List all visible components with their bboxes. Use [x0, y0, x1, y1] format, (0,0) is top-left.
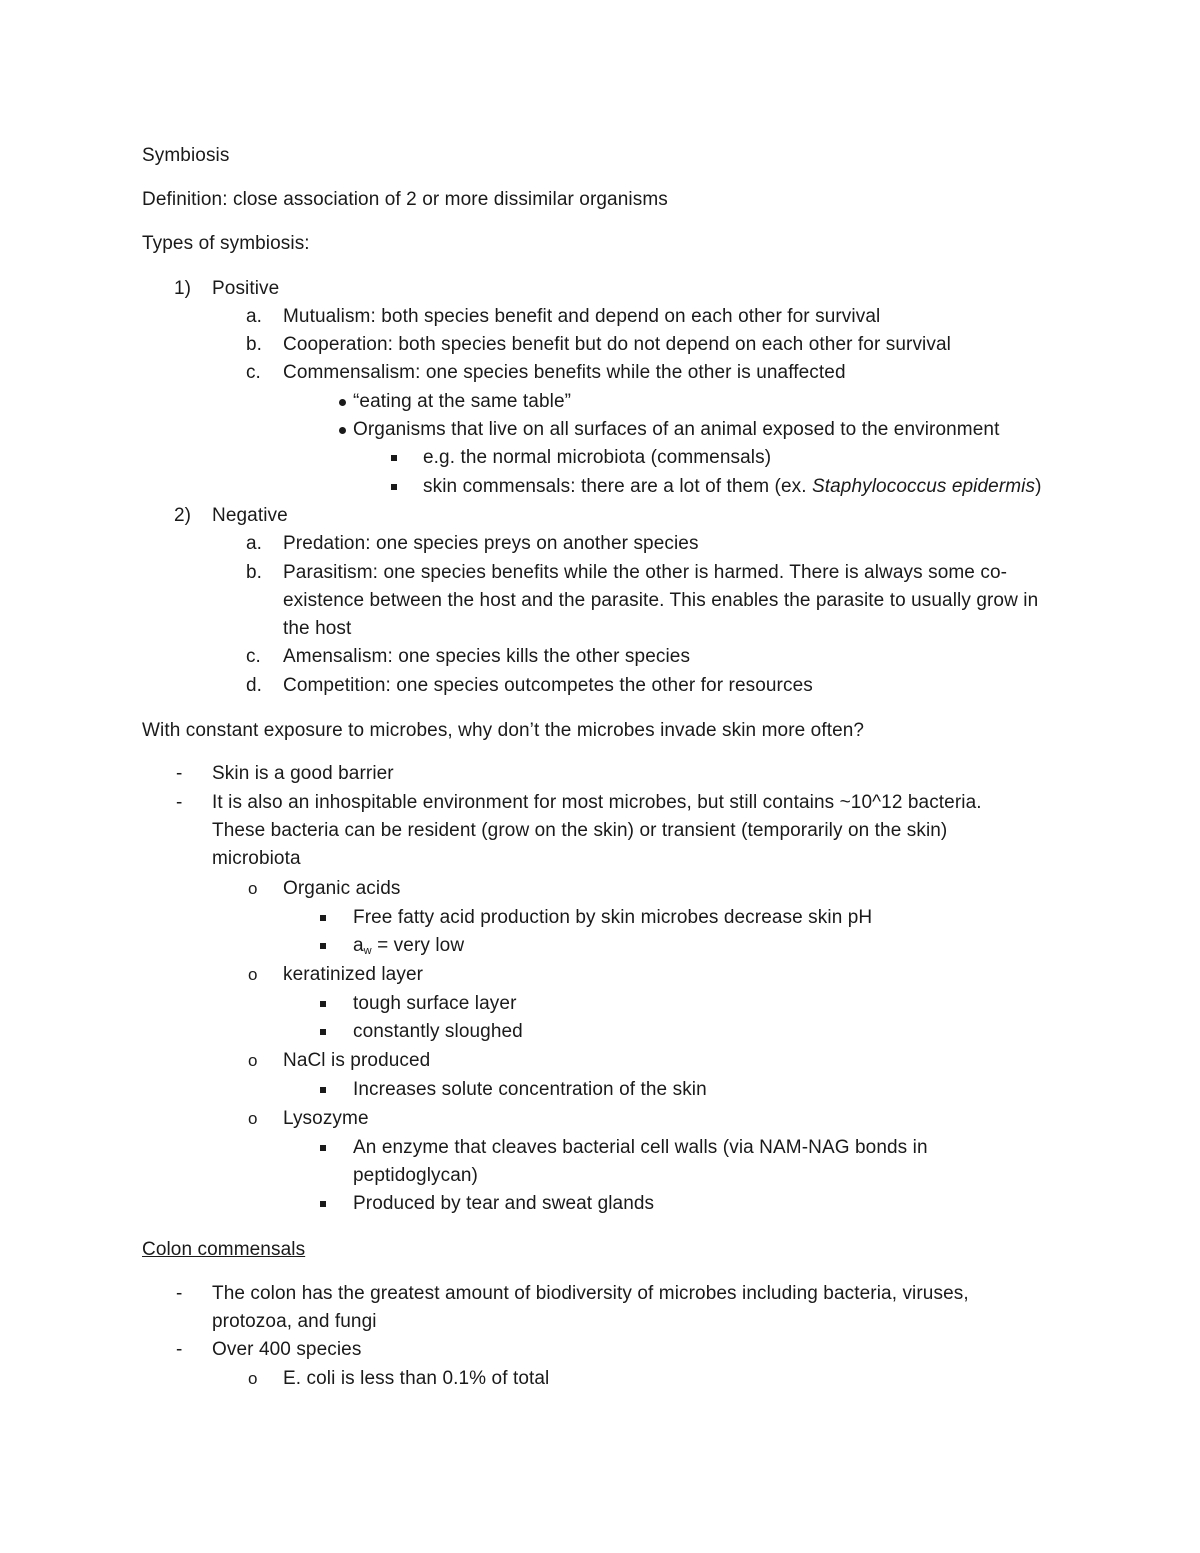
cooperation-item: Cooperation: both species benefit but do not depend on each other for survival — [283, 334, 951, 355]
parasitism-item-line: existence between the host and the parasite. This enables the parasite to usually grow in — [283, 590, 1039, 611]
commensalism-item: Commensalism: one species benefits while the other is unaffected — [283, 362, 846, 383]
list-marker-d: d. — [246, 675, 262, 696]
commensal-point: “eating at the same table” — [353, 391, 572, 412]
water-activity — [353, 932, 464, 962]
colon-point: Over 400 species — [212, 1339, 362, 1360]
parasitism-item-line: the host — [283, 618, 352, 639]
dash-marker: - — [176, 1339, 183, 1360]
colon-heading: Colon commensals — [142, 1239, 306, 1260]
commensal-subpoint — [423, 473, 1042, 501]
aw-letter: a — [353, 935, 364, 956]
commensal-subpoint: e.g. the normal microbiota (commensals) — [423, 447, 772, 468]
bullet-square-icon — [320, 915, 326, 921]
list-marker-c: c. — [246, 646, 261, 667]
aw-text: = very low — [371, 935, 465, 956]
skin-point: It is also an inhospitable environment for most microbes, but still contains ~10^12 bacteria. — [212, 792, 982, 813]
skin-point: These bacteria can be resident (grow on the skin) or transient (temporarily on the skin) — [212, 820, 948, 841]
list-marker-c: c. — [246, 362, 261, 383]
nacl-produced: NaCl is produced — [283, 1050, 431, 1071]
bullet-square-icon — [391, 484, 397, 490]
close-paren: ) — [1035, 476, 1042, 497]
keratin-sub: tough surface layer — [353, 993, 517, 1014]
keratinized-layer: keratinized layer — [283, 964, 424, 985]
bullet-square-icon — [320, 1201, 326, 1207]
bullet-square-icon — [320, 943, 326, 949]
mutualism-item: Mutualism: both species benefit and depend on each other for survival — [283, 306, 881, 327]
commensal-point: Organisms that live on all surfaces of an animal exposed to the environment — [353, 419, 1000, 440]
dash-marker: - — [176, 763, 183, 784]
list-marker-b: b. — [246, 334, 262, 355]
dash-marker: - — [176, 1283, 183, 1304]
list-marker-2: 2) — [174, 505, 191, 526]
definition-text: Definition: close association of 2 or more dissimilar organisms — [142, 189, 668, 210]
positive-label: Positive — [212, 278, 280, 299]
ecoli-point: E. coli is less than 0.1% of total — [283, 1368, 550, 1389]
circle-marker-icon: o — [248, 1109, 258, 1128]
competition-item: Competition: one species outcompetes the other for resources — [283, 675, 813, 696]
skin-point: Skin is a good barrier — [212, 763, 394, 784]
bullet-dot-icon — [339, 427, 346, 434]
list-marker-1: 1) — [174, 278, 191, 299]
nacl-sub: Increases solute concentration of the skin — [353, 1079, 707, 1100]
list-marker-a: a. — [246, 306, 262, 327]
bullet-square-icon — [320, 1087, 326, 1093]
colon-point: The colon has the greatest amount of biodiversity of microbes including bacteria, viruses, — [212, 1283, 969, 1304]
predation-item: Predation: one species preys on another species — [283, 533, 699, 554]
organic-acids: Organic acids — [283, 878, 401, 899]
keratin-sub: constantly sloughed — [353, 1021, 523, 1042]
amensalism-item: Amensalism: one species kills the other species — [283, 646, 691, 667]
dash-marker: - — [176, 792, 183, 813]
lysozyme: Lysozyme — [283, 1108, 369, 1129]
bullet-square-icon — [320, 1029, 326, 1035]
circle-marker-icon: o — [248, 879, 258, 898]
list-marker-a: a. — [246, 533, 262, 554]
page-title: Symbiosis — [142, 145, 230, 166]
circle-marker-icon: o — [248, 965, 258, 984]
parasitism-item-line: Parasitism: one species benefits while the other is harmed. There is always some co- — [283, 562, 1008, 583]
aw-subscript: w — [363, 945, 372, 957]
list-marker-b: b. — [246, 562, 262, 583]
colon-point: protozoa, and fungi — [212, 1311, 377, 1332]
lysozyme-sub: peptidoglycan) — [353, 1165, 478, 1186]
lysozyme-sub: An enzyme that cleaves bacterial cell walls (via NAM-NAG bonds in — [353, 1137, 928, 1158]
circle-marker-icon: o — [248, 1369, 258, 1388]
bullet-dot-icon — [339, 399, 346, 406]
skin-point: microbiota — [212, 848, 301, 869]
bullet-square-icon — [320, 1001, 326, 1007]
types-heading: Types of symbiosis: — [142, 233, 310, 254]
lysozyme-sub: Produced by tear and sweat glands — [353, 1193, 655, 1214]
organic-acids-sub: Free fatty acid production by skin microbes decrease skin pH — [353, 907, 873, 928]
species-name: Staphylococcus epidermis — [811, 476, 1036, 497]
negative-label: Negative — [212, 505, 288, 526]
circle-marker-icon: o — [248, 1051, 258, 1070]
bullet-square-icon — [391, 455, 397, 461]
skin-question: With constant exposure to microbes, why don’t the microbes invade skin more often? — [142, 720, 865, 741]
skin-commensals-text: skin commensals: there are a lot of them (ex. — [423, 476, 812, 497]
bullet-square-icon — [320, 1145, 326, 1151]
